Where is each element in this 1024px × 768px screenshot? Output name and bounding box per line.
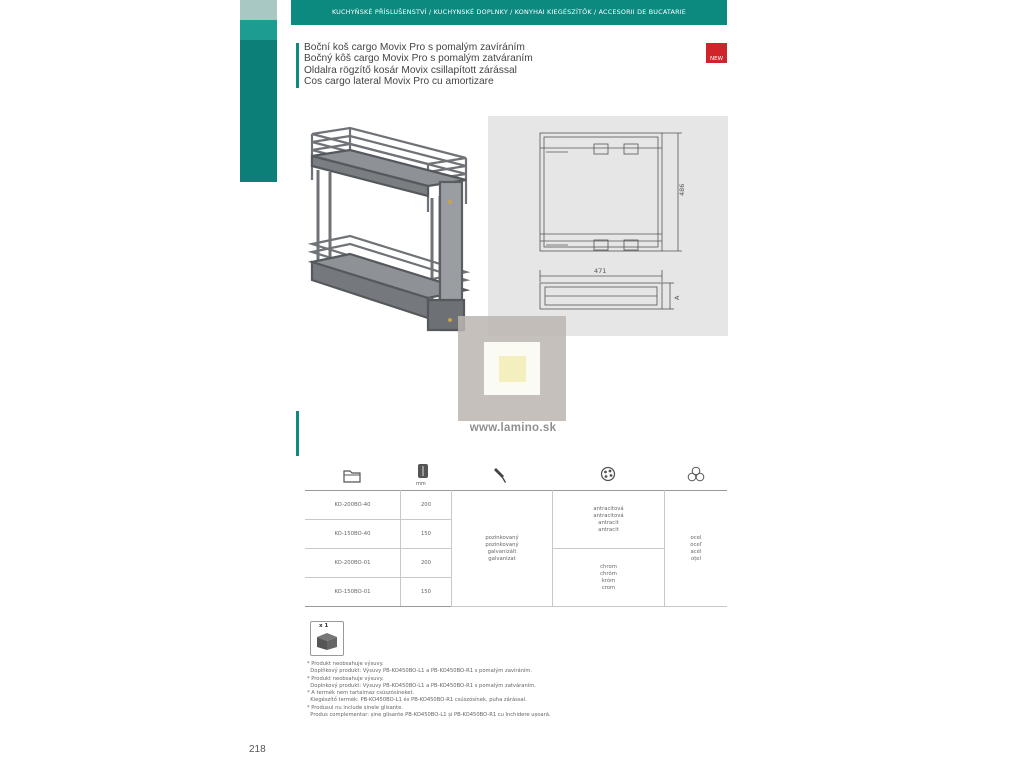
side-tab-mid	[240, 20, 277, 40]
color-palette-icon	[600, 466, 616, 482]
product-code: KO-150BO-40	[305, 520, 401, 549]
material-icon	[687, 466, 705, 482]
color-hu: antracit	[598, 519, 619, 526]
material-cell	[665, 491, 728, 607]
product-table	[305, 490, 727, 607]
material-hu: acél	[690, 548, 702, 555]
footnotes	[307, 661, 727, 719]
color-hu: króm	[601, 577, 616, 584]
package-qty-label: x 1	[319, 623, 329, 629]
paint-brush-icon	[493, 466, 507, 484]
finish-sk: pozinkovaný	[485, 541, 519, 548]
note-line: * A termék nem tartalmaz csúszósíneket.	[307, 690, 415, 697]
color-sk: chróm	[600, 570, 617, 577]
material-ro: oțel	[690, 555, 702, 562]
product-size: 150	[401, 578, 452, 607]
note-line: * Produkt neobsahuje výsuvy.	[307, 675, 384, 682]
product-code: KO-200BO-40	[305, 491, 401, 520]
note-line: * Produsul nu include șinele glisante.	[307, 704, 403, 711]
material-sk: oceľ	[690, 541, 702, 548]
color-cell-anthracite	[553, 491, 665, 549]
title-hu: Oldalra rögzítő kosár Movix csillapított zárással	[304, 64, 517, 76]
category-header: KUCHYŇSKÉ PŘÍSLUŠENSTVÍ / KUCHYNSKÉ DOPLNKY / KONYHAI KIEGÉSZÍTŐK / ACCESORII DE BUCATARIE	[291, 0, 727, 25]
title-cz: Boční koš cargo Movix Pro s pomalým zavíráním	[304, 42, 525, 53]
package-quantity	[310, 621, 344, 656]
size-unit-label: mm	[416, 481, 426, 487]
product-code: KO-150BO-01	[305, 578, 401, 607]
note-line: Kiegészítő termék: PB-KO450BO-L1 és PB-KO450BO-R1 csúszósínek, puha zárással.	[307, 697, 527, 704]
color-cz: antracitová	[593, 505, 624, 512]
surface-finish-cell	[452, 491, 553, 607]
note-line: Doplnkový produkt: Výsuvy PB-KO450BO-L1 a PB-KO450BO-R1 s pomalým zatváraním.	[307, 682, 536, 689]
table-row	[305, 491, 727, 520]
side-tab-dark	[240, 40, 277, 182]
box-icon	[315, 631, 339, 651]
section-accent-bar	[296, 411, 299, 456]
color-sk: antracitová	[593, 512, 624, 519]
color-cell-chrome	[553, 549, 665, 607]
title-ro: Cos cargo lateral Movix Pro cu amortizare	[304, 76, 494, 88]
material-cz: ocel	[690, 534, 702, 541]
title-accent-bar	[296, 43, 299, 88]
depth-dimension-label: A	[673, 295, 681, 300]
watermark-logo-square	[499, 356, 526, 382]
note-line: Doplňkový produkt: Výsuvy PB-KO450BO-L1 a PB-KO450BO-R1 s pomalým zavíráním.	[307, 668, 533, 675]
finish-cz: pozinkovaný	[485, 534, 519, 541]
product-size: 150	[401, 520, 452, 549]
technical-drawing	[488, 116, 728, 336]
width-dimension-label: 471	[594, 267, 607, 275]
watermark-text: www.lamino.sk	[469, 422, 557, 434]
product-size: 200	[401, 491, 452, 520]
product-size: 200	[401, 549, 452, 578]
note-line: Produs complementar: șine glisante PB-KO450BO-L1 și PB-KO450BO-R1 cu închidere ușoară.	[307, 712, 551, 719]
finish-hu: galvanizált	[487, 548, 517, 555]
new-badge: NEW	[706, 43, 727, 63]
title-sk: Bočný kôš cargo Movix Pro s pomalým zatváraním	[304, 53, 533, 65]
height-dimension-label: 486	[678, 183, 686, 196]
page-number: 218	[249, 744, 266, 755]
folder-icon	[343, 469, 361, 483]
product-code: KO-200BO-01	[305, 549, 401, 578]
product-photo	[300, 120, 475, 342]
note-line: * Produkt neobsahuje výsuvy.	[307, 661, 384, 667]
size-icon	[416, 463, 430, 483]
color-cz: chrom	[600, 563, 617, 570]
color-ro: antracit	[598, 526, 619, 533]
color-ro: crom	[601, 584, 616, 591]
side-tab-light	[240, 0, 277, 20]
product-title	[304, 42, 634, 88]
finish-ro: galvanizat	[488, 555, 516, 562]
